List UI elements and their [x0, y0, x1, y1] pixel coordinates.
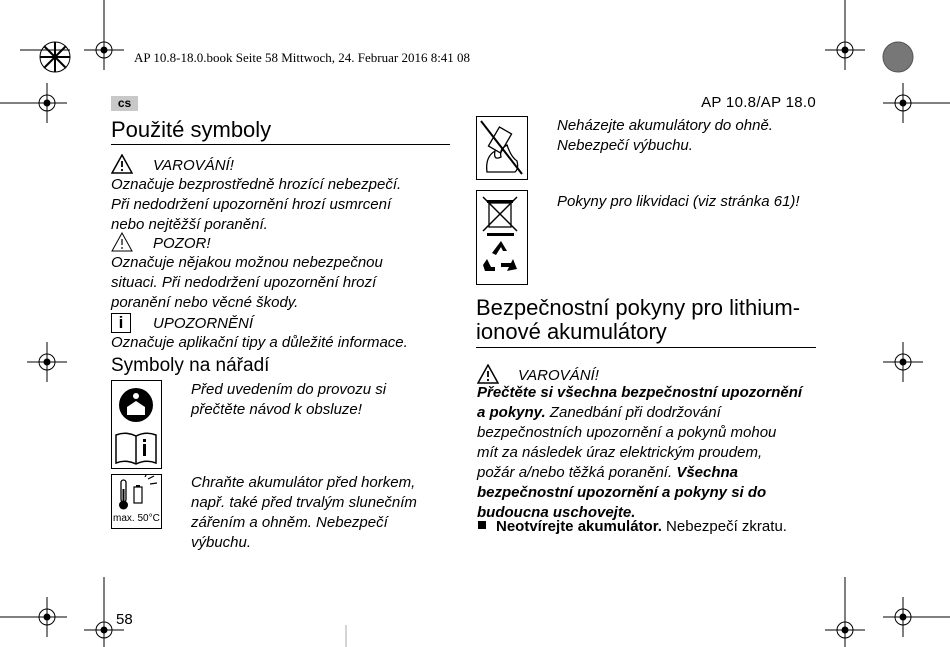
note-text: Označuje aplikační tipy a důležité informace. [111, 334, 408, 351]
crosshair-icon [84, 0, 124, 70]
warning-text: Označuje bezprostředně hrozící nebezpečí. Při nedodržení upozornění hrozí usmrcení nebo nejtěžší poranění. [111, 176, 402, 233]
caution-text: Označuje nějakou možnou nebezpečnou situaci. Při nedodržení upozornění hrozí poranění nebo věcné škody. [111, 254, 383, 311]
warning-triangle-icon [477, 364, 499, 384]
disposal-text: Pokyny pro likvidaci (viz stránka 61)! [557, 193, 800, 210]
crosshair-icon [0, 83, 67, 123]
warning-label: VAROVÁNÍ! [153, 157, 234, 174]
safety-paragraph: Přečtěte si všechna bezpečnostní upozornění a pokyny. Zanedbání při dodržování bezpečnostních upozornění a pokynů mohou mít za následek úraz elektrickým proudem, požár a/nebo těžká poranění. Všechna bezpečnostní upozornění a pokyny si do budoucna uschovejte. [477, 384, 803, 521]
bullet-square-icon [478, 521, 486, 529]
note-label: UPOZORNĚNÍ [153, 315, 254, 332]
safety-warning-label: VAROVÁNÍ! [518, 367, 599, 384]
crosshair-icon [825, 577, 865, 647]
section-title-symbols: Použité symboly [111, 118, 450, 145]
tool-symbols-title: Symboly na nářadí [111, 355, 270, 376]
crosshair-icon [825, 0, 865, 70]
read-manual-icon [111, 380, 162, 469]
recycle-icon [483, 241, 517, 271]
crosshair-icon [27, 342, 67, 382]
info-icon: i [111, 313, 131, 333]
caution-triangle-icon [111, 232, 133, 252]
print-header: AP 10.8-18.0.book Seite 58 Mittwoch, 24. Februar 2016 8:41 08 [134, 50, 471, 65]
section-title-safety: Bezpečnostní pokyny pro lithium- ionové akumulátory [476, 296, 816, 348]
language-badge: cs [111, 96, 138, 111]
heat-text: Chraňte akumulátor před horkem, např. také před trvalým slunečním zářením a ohněm. Nebezpečí výbuchu. [191, 474, 417, 551]
crosshair-icon [0, 597, 67, 637]
bullet-item: Neotvírejte akumulátor. Nebezpečí zkratu. [478, 517, 787, 537]
manual-text: Před uvedením do provozu si přečtěte návod k obsluze! [191, 381, 387, 418]
crosshair-icon [883, 597, 950, 637]
crosshair-icon [883, 83, 950, 123]
temperature-limit-text: max. 50°C [113, 513, 160, 524]
warning-triangle-icon [111, 154, 133, 174]
caution-label: POZOR! [153, 235, 211, 252]
page-number: 58 [116, 611, 133, 628]
model-label: AP 10.8/AP 18.0 [701, 94, 816, 111]
crop-starburst-icon [40, 42, 70, 72]
no-fire-icon [476, 116, 528, 180]
temperature-limit-icon [111, 474, 162, 529]
fire-text: Neházejte akumulátory do ohně. Nebezpečí výbuchu. [557, 117, 773, 154]
disposal-icon [476, 190, 528, 285]
crosshair-icon [883, 342, 923, 382]
